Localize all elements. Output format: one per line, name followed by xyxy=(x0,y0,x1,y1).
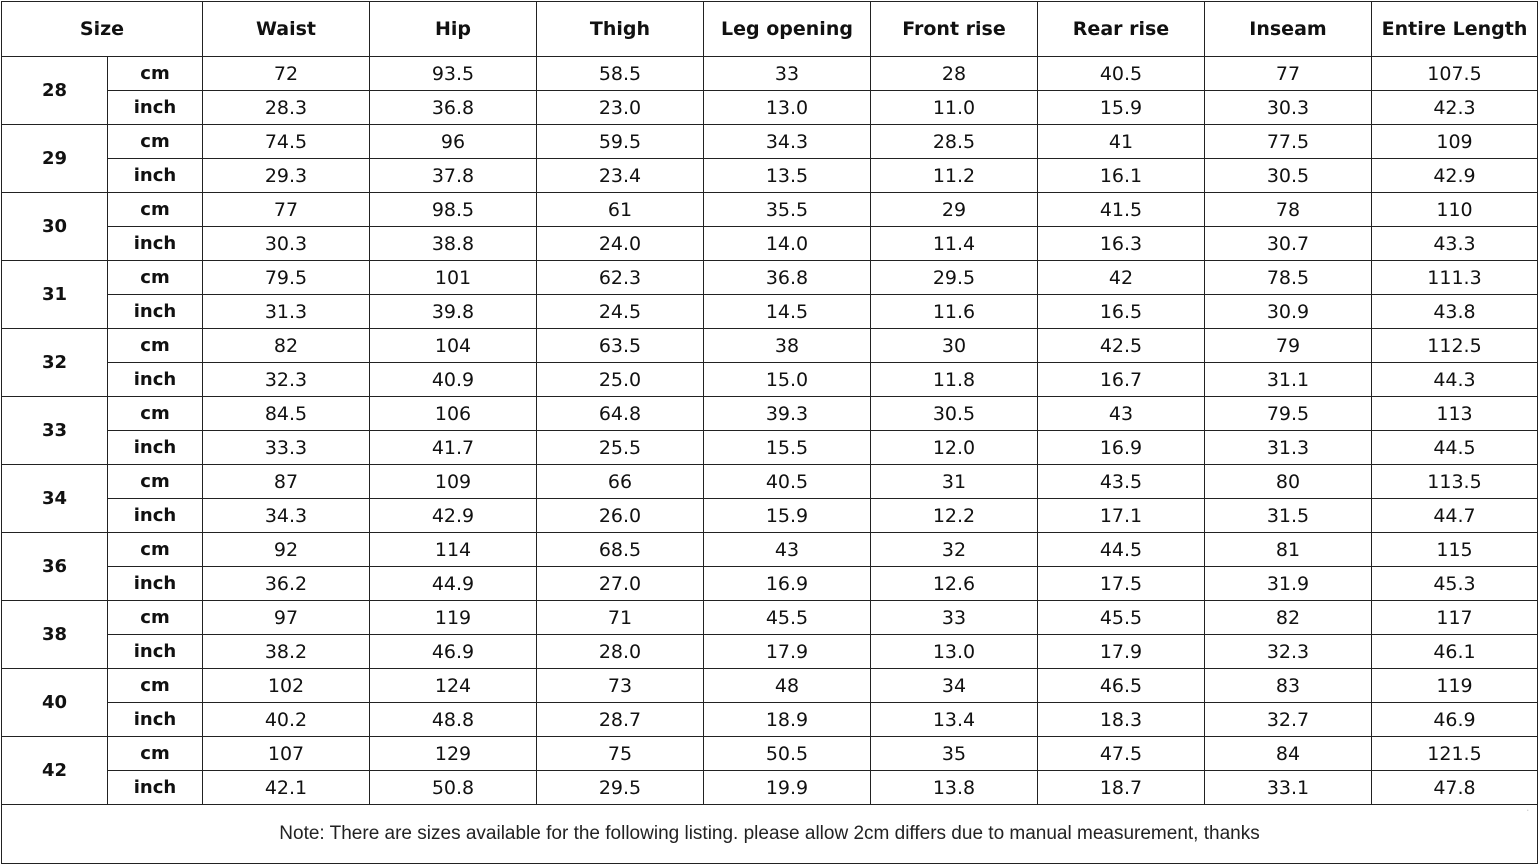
unit-label-cm: cm xyxy=(108,465,203,499)
table-cell-cm: 101 xyxy=(370,261,537,295)
table-cell-cm: 35 xyxy=(871,737,1038,771)
table-cell-cm: 46.5 xyxy=(1038,669,1205,703)
column-header-leg-opening: Leg opening xyxy=(704,2,871,57)
table-cell-inch: 39.8 xyxy=(370,295,537,329)
table-cell-cm: 93.5 xyxy=(370,57,537,91)
table-cell-cm: 33 xyxy=(871,601,1038,635)
table-cell-inch: 31.3 xyxy=(1205,431,1372,465)
table-cell-inch: 31.3 xyxy=(203,295,370,329)
table-cell-inch: 16.1 xyxy=(1038,159,1205,193)
table-cell-cm: 74.5 xyxy=(203,125,370,159)
table-cell-inch: 17.9 xyxy=(704,635,871,669)
table-cell-inch: 17.9 xyxy=(1038,635,1205,669)
table-cell-inch: 36.2 xyxy=(203,567,370,601)
table-cell-inch: 33.1 xyxy=(1205,771,1372,805)
table-cell-cm: 39.3 xyxy=(704,397,871,431)
table-cell-cm: 40.5 xyxy=(704,465,871,499)
table-cell-cm: 82 xyxy=(1205,601,1372,635)
table-cell-inch: 11.2 xyxy=(871,159,1038,193)
table-cell-cm: 109 xyxy=(1372,125,1538,159)
size-chart xyxy=(1,1,1537,854)
table-cell-inch: 26.0 xyxy=(537,499,704,533)
unit-label-inch: inch xyxy=(108,159,203,193)
table-body xyxy=(2,57,1538,805)
table-cell-inch: 45.3 xyxy=(1372,567,1538,601)
table-cell-cm: 47.5 xyxy=(1038,737,1205,771)
unit-label-cm: cm xyxy=(108,669,203,703)
table-cell-inch: 13.5 xyxy=(704,159,871,193)
table-cell-inch: 30.9 xyxy=(1205,295,1372,329)
table-row-inch xyxy=(2,635,1538,669)
table-cell-inch: 24.0 xyxy=(537,227,704,261)
table-cell-inch: 14.0 xyxy=(704,227,871,261)
table-cell-cm: 59.5 xyxy=(537,125,704,159)
table-cell-inch: 28.0 xyxy=(537,635,704,669)
table-row-inch xyxy=(2,771,1538,805)
size-label: 31 xyxy=(2,261,108,329)
unit-label-inch: inch xyxy=(108,363,203,397)
table-cell-cm: 87 xyxy=(203,465,370,499)
table-cell-cm: 106 xyxy=(370,397,537,431)
table-cell-cm: 79.5 xyxy=(203,261,370,295)
size-label: 30 xyxy=(2,193,108,261)
table-cell-cm: 40.5 xyxy=(1038,57,1205,91)
table-cell-cm: 61 xyxy=(537,193,704,227)
column-header-inseam: Inseam xyxy=(1205,2,1372,57)
table-cell-inch: 23.0 xyxy=(537,91,704,125)
table-cell-inch: 27.0 xyxy=(537,567,704,601)
table-cell-cm: 107.5 xyxy=(1372,57,1538,91)
column-header-hip: Hip xyxy=(370,2,537,57)
header-row xyxy=(2,2,1538,57)
table-cell-inch: 28.3 xyxy=(203,91,370,125)
table-cell-inch: 47.8 xyxy=(1372,771,1538,805)
column-header-waist: Waist xyxy=(203,2,370,57)
size-header: Size xyxy=(2,2,203,57)
table-cell-cm: 29 xyxy=(871,193,1038,227)
table-row-inch xyxy=(2,363,1538,397)
column-header-thigh: Thigh xyxy=(537,2,704,57)
table-row-cm xyxy=(2,329,1538,363)
table-cell-inch: 42.3 xyxy=(1372,91,1538,125)
table-row-inch xyxy=(2,499,1538,533)
unit-label-inch: inch xyxy=(108,227,203,261)
table-cell-cm: 41.5 xyxy=(1038,193,1205,227)
table-row-cm xyxy=(2,397,1538,431)
table-cell-inch: 13.4 xyxy=(871,703,1038,737)
table-cell-inch: 15.9 xyxy=(704,499,871,533)
table-cell-inch: 40.2 xyxy=(203,703,370,737)
unit-label-inch: inch xyxy=(108,431,203,465)
table-cell-cm: 45.5 xyxy=(1038,601,1205,635)
table-cell-inch: 13.8 xyxy=(871,771,1038,805)
table-cell-inch: 16.3 xyxy=(1038,227,1205,261)
table-cell-inch: 32.3 xyxy=(1205,635,1372,669)
table-cell-cm: 96 xyxy=(370,125,537,159)
table-cell-cm: 68.5 xyxy=(537,533,704,567)
table-cell-cm: 111.3 xyxy=(1372,261,1538,295)
table-row-cm xyxy=(2,669,1538,703)
table-cell-inch: 44.3 xyxy=(1372,363,1538,397)
table-cell-inch: 19.9 xyxy=(704,771,871,805)
table-cell-cm: 82 xyxy=(203,329,370,363)
table-cell-inch: 46.1 xyxy=(1372,635,1538,669)
table-cell-cm: 42.5 xyxy=(1038,329,1205,363)
table-row-cm xyxy=(2,533,1538,567)
table-cell-inch: 18.9 xyxy=(704,703,871,737)
table-cell-inch: 31.9 xyxy=(1205,567,1372,601)
table-row-inch xyxy=(2,567,1538,601)
table-cell-inch: 12.0 xyxy=(871,431,1038,465)
table-cell-cm: 117 xyxy=(1372,601,1538,635)
table-cell-inch: 38.2 xyxy=(203,635,370,669)
table-cell-cm: 43.5 xyxy=(1038,465,1205,499)
table-cell-cm: 119 xyxy=(370,601,537,635)
table-cell-cm: 50.5 xyxy=(704,737,871,771)
table-cell-cm: 112.5 xyxy=(1372,329,1538,363)
table-cell-cm: 75 xyxy=(537,737,704,771)
table-cell-cm: 121.5 xyxy=(1372,737,1538,771)
table-cell-inch: 25.0 xyxy=(537,363,704,397)
table-cell-cm: 77 xyxy=(203,193,370,227)
table-cell-inch: 42.9 xyxy=(370,499,537,533)
table-cell-cm: 62.3 xyxy=(537,261,704,295)
table-row-cm xyxy=(2,57,1538,91)
unit-label-inch: inch xyxy=(108,771,203,805)
table-cell-cm: 34 xyxy=(871,669,1038,703)
size-label: 32 xyxy=(2,329,108,397)
table-row-inch xyxy=(2,431,1538,465)
table-cell-cm: 32 xyxy=(871,533,1038,567)
table-cell-cm: 33 xyxy=(704,57,871,91)
size-label: 28 xyxy=(2,57,108,125)
unit-label-cm: cm xyxy=(108,193,203,227)
table-cell-cm: 84.5 xyxy=(203,397,370,431)
table-cell-inch: 40.9 xyxy=(370,363,537,397)
table-cell-inch: 18.7 xyxy=(1038,771,1205,805)
table-cell-cm: 72 xyxy=(203,57,370,91)
unit-label-cm: cm xyxy=(108,57,203,91)
table-cell-cm: 66 xyxy=(537,465,704,499)
table-cell-cm: 124 xyxy=(370,669,537,703)
table-cell-inch: 46.9 xyxy=(370,635,537,669)
table-cell-inch: 15.0 xyxy=(704,363,871,397)
table-cell-inch: 18.3 xyxy=(1038,703,1205,737)
table-cell-cm: 41 xyxy=(1038,125,1205,159)
size-label: 33 xyxy=(2,397,108,465)
table-cell-inch: 11.6 xyxy=(871,295,1038,329)
table-cell-cm: 28 xyxy=(871,57,1038,91)
table-cell-inch: 13.0 xyxy=(704,91,871,125)
unit-label-inch: inch xyxy=(108,635,203,669)
unit-label-cm: cm xyxy=(108,533,203,567)
table-cell-cm: 36.8 xyxy=(704,261,871,295)
watermark-mark: · xyxy=(1526,804,1530,817)
table-cell-inch: 34.3 xyxy=(203,499,370,533)
table-row-cm xyxy=(2,125,1538,159)
column-header-front-rise: Front rise xyxy=(871,2,1038,57)
table-cell-inch: 31.5 xyxy=(1205,499,1372,533)
table-cell-cm: 129 xyxy=(370,737,537,771)
table-cell-cm: 43 xyxy=(1038,397,1205,431)
table-row-inch xyxy=(2,703,1538,737)
table-cell-inch: 13.0 xyxy=(871,635,1038,669)
table-cell-cm: 98.5 xyxy=(370,193,537,227)
table-cell-inch: 37.8 xyxy=(370,159,537,193)
table-cell-inch: 44.5 xyxy=(1372,431,1538,465)
table-cell-inch: 14.5 xyxy=(704,295,871,329)
table-cell-inch: 43.8 xyxy=(1372,295,1538,329)
table-cell-inch: 30.7 xyxy=(1205,227,1372,261)
table-cell-cm: 83 xyxy=(1205,669,1372,703)
note-text: Note: There are sizes available for the following listing. please allow 2cm differs due to manual measurement, thanks xyxy=(2,805,1538,864)
unit-label-inch: inch xyxy=(108,567,203,601)
table-cell-cm: 63.5 xyxy=(537,329,704,363)
table-cell-inch: 11.8 xyxy=(871,363,1038,397)
table-cell-cm: 34.3 xyxy=(704,125,871,159)
table-cell-cm: 110 xyxy=(1372,193,1538,227)
table-cell-cm: 104 xyxy=(370,329,537,363)
table-cell-cm: 79 xyxy=(1205,329,1372,363)
table-cell-inch: 12.2 xyxy=(871,499,1038,533)
table-row-cm xyxy=(2,465,1538,499)
table-cell-cm: 77 xyxy=(1205,57,1372,91)
table-cell-cm: 48 xyxy=(704,669,871,703)
table-cell-inch: 44.7 xyxy=(1372,499,1538,533)
table-cell-cm: 92 xyxy=(203,533,370,567)
size-chart-table xyxy=(1,1,1538,864)
table-cell-cm: 30 xyxy=(871,329,1038,363)
unit-label-cm: cm xyxy=(108,261,203,295)
table-cell-cm: 84 xyxy=(1205,737,1372,771)
table-cell-cm: 113.5 xyxy=(1372,465,1538,499)
unit-label-cm: cm xyxy=(108,397,203,431)
table-cell-inch: 44.9 xyxy=(370,567,537,601)
table-cell-cm: 78 xyxy=(1205,193,1372,227)
table-cell-inch: 42.1 xyxy=(203,771,370,805)
table-row-inch xyxy=(2,159,1538,193)
table-cell-inch: 42.9 xyxy=(1372,159,1538,193)
table-cell-cm: 71 xyxy=(537,601,704,635)
table-cell-inch: 11.4 xyxy=(871,227,1038,261)
table-cell-cm: 78.5 xyxy=(1205,261,1372,295)
table-cell-inch: 32.7 xyxy=(1205,703,1372,737)
table-row-inch xyxy=(2,295,1538,329)
table-row-cm xyxy=(2,737,1538,771)
table-cell-inch: 30.5 xyxy=(1205,159,1372,193)
table-cell-inch: 29.5 xyxy=(537,771,704,805)
table-cell-cm: 97 xyxy=(203,601,370,635)
unit-label-cm: cm xyxy=(108,737,203,771)
table-cell-cm: 42 xyxy=(1038,261,1205,295)
table-cell-cm: 77.5 xyxy=(1205,125,1372,159)
table-cell-cm: 44.5 xyxy=(1038,533,1205,567)
column-header-rear-rise: Rear rise xyxy=(1038,2,1205,57)
table-cell-inch: 30.3 xyxy=(1205,91,1372,125)
table-row-inch xyxy=(2,91,1538,125)
table-cell-cm: 114 xyxy=(370,533,537,567)
table-cell-cm: 31 xyxy=(871,465,1038,499)
table-cell-inch: 31.1 xyxy=(1205,363,1372,397)
table-cell-cm: 119 xyxy=(1372,669,1538,703)
table-cell-inch: 16.7 xyxy=(1038,363,1205,397)
table-cell-cm: 107 xyxy=(203,737,370,771)
table-cell-inch: 33.3 xyxy=(203,431,370,465)
size-label: 36 xyxy=(2,533,108,601)
table-cell-inch: 11.0 xyxy=(871,91,1038,125)
table-cell-inch: 16.5 xyxy=(1038,295,1205,329)
table-cell-cm: 109 xyxy=(370,465,537,499)
table-cell-cm: 113 xyxy=(1372,397,1538,431)
table-cell-inch: 17.5 xyxy=(1038,567,1205,601)
table-cell-inch: 17.1 xyxy=(1038,499,1205,533)
table-cell-inch: 32.3 xyxy=(203,363,370,397)
table-cell-inch: 28.7 xyxy=(537,703,704,737)
table-cell-inch: 12.6 xyxy=(871,567,1038,601)
table-cell-cm: 29.5 xyxy=(871,261,1038,295)
table-cell-cm: 73 xyxy=(537,669,704,703)
table-cell-cm: 115 xyxy=(1372,533,1538,567)
table-cell-cm: 102 xyxy=(203,669,370,703)
table-row-cm xyxy=(2,601,1538,635)
size-label: 29 xyxy=(2,125,108,193)
column-header-entire-length: Entire Length xyxy=(1372,2,1538,57)
table-row-cm xyxy=(2,193,1538,227)
table-cell-inch: 38.8 xyxy=(370,227,537,261)
table-cell-cm: 35.5 xyxy=(704,193,871,227)
table-cell-cm: 38 xyxy=(704,329,871,363)
table-cell-inch: 41.7 xyxy=(370,431,537,465)
unit-label-inch: inch xyxy=(108,703,203,737)
note-row xyxy=(2,805,1538,864)
unit-label-inch: inch xyxy=(108,499,203,533)
table-cell-cm: 79.5 xyxy=(1205,397,1372,431)
table-cell-cm: 30.5 xyxy=(871,397,1038,431)
table-cell-inch: 23.4 xyxy=(537,159,704,193)
table-cell-inch: 29.3 xyxy=(203,159,370,193)
size-label: 38 xyxy=(2,601,108,669)
table-cell-cm: 81 xyxy=(1205,533,1372,567)
table-cell-cm: 64.8 xyxy=(537,397,704,431)
table-cell-inch: 48.8 xyxy=(370,703,537,737)
table-cell-cm: 58.5 xyxy=(537,57,704,91)
table-cell-cm: 43 xyxy=(704,533,871,567)
table-cell-inch: 25.5 xyxy=(537,431,704,465)
table-cell-cm: 45.5 xyxy=(704,601,871,635)
unit-label-cm: cm xyxy=(108,125,203,159)
table-cell-inch: 16.9 xyxy=(1038,431,1205,465)
table-cell-inch: 46.9 xyxy=(1372,703,1538,737)
table-cell-inch: 30.3 xyxy=(203,227,370,261)
table-cell-inch: 15.5 xyxy=(704,431,871,465)
size-label: 40 xyxy=(2,669,108,737)
table-cell-inch: 24.5 xyxy=(537,295,704,329)
size-label: 34 xyxy=(2,465,108,533)
table-cell-inch: 36.8 xyxy=(370,91,537,125)
unit-label-cm: cm xyxy=(108,601,203,635)
unit-label-inch: inch xyxy=(108,91,203,125)
unit-label-cm: cm xyxy=(108,329,203,363)
table-cell-inch: 50.8 xyxy=(370,771,537,805)
table-cell-inch: 15.9 xyxy=(1038,91,1205,125)
table-cell-cm: 80 xyxy=(1205,465,1372,499)
table-cell-inch: 43.3 xyxy=(1372,227,1538,261)
size-label: 42 xyxy=(2,737,108,805)
table-row-cm xyxy=(2,261,1538,295)
table-cell-cm: 28.5 xyxy=(871,125,1038,159)
unit-label-inch: inch xyxy=(108,295,203,329)
table-row-inch xyxy=(2,227,1538,261)
table-cell-inch: 16.9 xyxy=(704,567,871,601)
